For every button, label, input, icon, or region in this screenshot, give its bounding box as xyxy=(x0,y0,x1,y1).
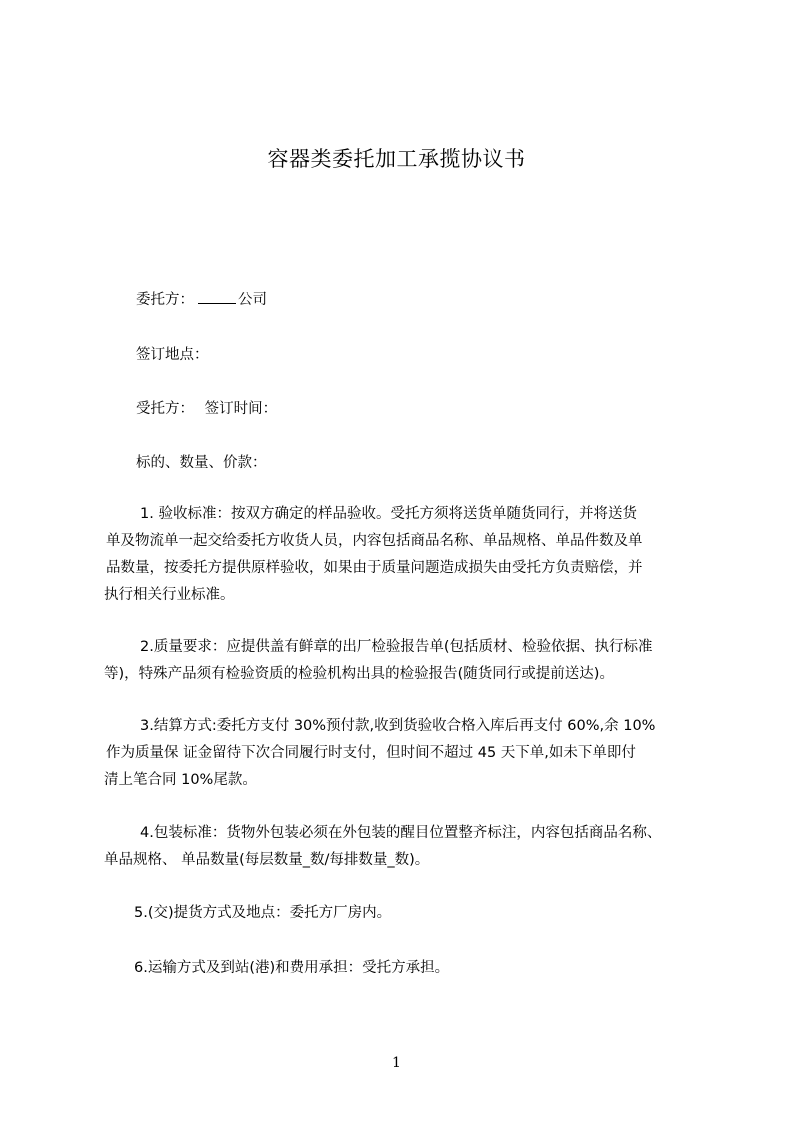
clause-2-line-2: 等)，特殊产品须有检验资质的检验机构出具的检验报告(随货同行或提前送达)。 xyxy=(104,666,614,682)
sign-place-label: 签订地点： xyxy=(136,347,209,363)
client-label: 委托方： xyxy=(136,292,194,308)
clause-1-line-1: 1. 验收标准：按双方确定的样品验收。受托方须将送货单随货同行，并将送货 xyxy=(140,506,637,522)
document-title: 容器类委托加工承揽协议书 xyxy=(267,147,526,171)
contractor-line xyxy=(136,398,277,420)
clause-3-line-2: 作为质量保 证金留待下次合同履行时支付，但时间不超过 45 天下单,如未下单即付 xyxy=(106,745,636,761)
client-line xyxy=(136,289,267,311)
clause-3-line-3: 清上笔合同 10%尾款。 xyxy=(104,772,257,788)
clause-3-line-1: 3.结算方式:委托方支付 30%预付款,收到货验收合格入库后再支付 60%,余 10% xyxy=(140,718,656,734)
clause-4-line-1: 4.包装标准：货物外包装必须在外包装的醒目位置整齐标注，内容包括商品名称、 xyxy=(140,825,662,841)
clause-1-line-2: 单及物流单一起交给委托方收货人员，内容包括商品名称、单品规格、单品件数及单 xyxy=(106,533,643,549)
client-suffix: 公司 xyxy=(238,292,267,308)
clause-2-line-1: 2.质量要求：应提供盖有鲜章的出厂检验报告单(包括质材、检验依据、执行标准 xyxy=(140,639,653,655)
clause-4 xyxy=(104,820,710,874)
clause-5-line-1: 5.(交)提货方式及地点：委托方厂房内。 xyxy=(134,905,392,921)
clause-6 xyxy=(104,955,710,982)
sign-place-line xyxy=(136,344,209,366)
contractor-label: 受托方： xyxy=(136,401,194,417)
clause-1-line-4: 执行相关行业标准。 xyxy=(104,587,235,603)
sign-time-label: 签订时间： xyxy=(204,401,278,417)
clause-6-line-1: 6.运输方式及到站(港)和费用承担：受托方承担。 xyxy=(134,960,450,976)
subject-label: 标的、数量、价款： xyxy=(136,455,267,471)
client-name-blank xyxy=(198,291,236,304)
clause-5 xyxy=(104,900,710,927)
clause-3 xyxy=(104,713,710,794)
clause-4-line-2: 单品规格、 单品数量(每层数量_数/每排数量_数)。 xyxy=(104,852,430,868)
clause-1-line-3: 品数量，按委托方提供原样验收，如果由于质量问题造成损失由受托方负责赔偿，并 xyxy=(106,560,643,576)
subject-line xyxy=(136,452,267,474)
clause-1 xyxy=(104,501,710,609)
clause-2 xyxy=(104,634,710,688)
page-number: 1 xyxy=(392,1055,401,1071)
